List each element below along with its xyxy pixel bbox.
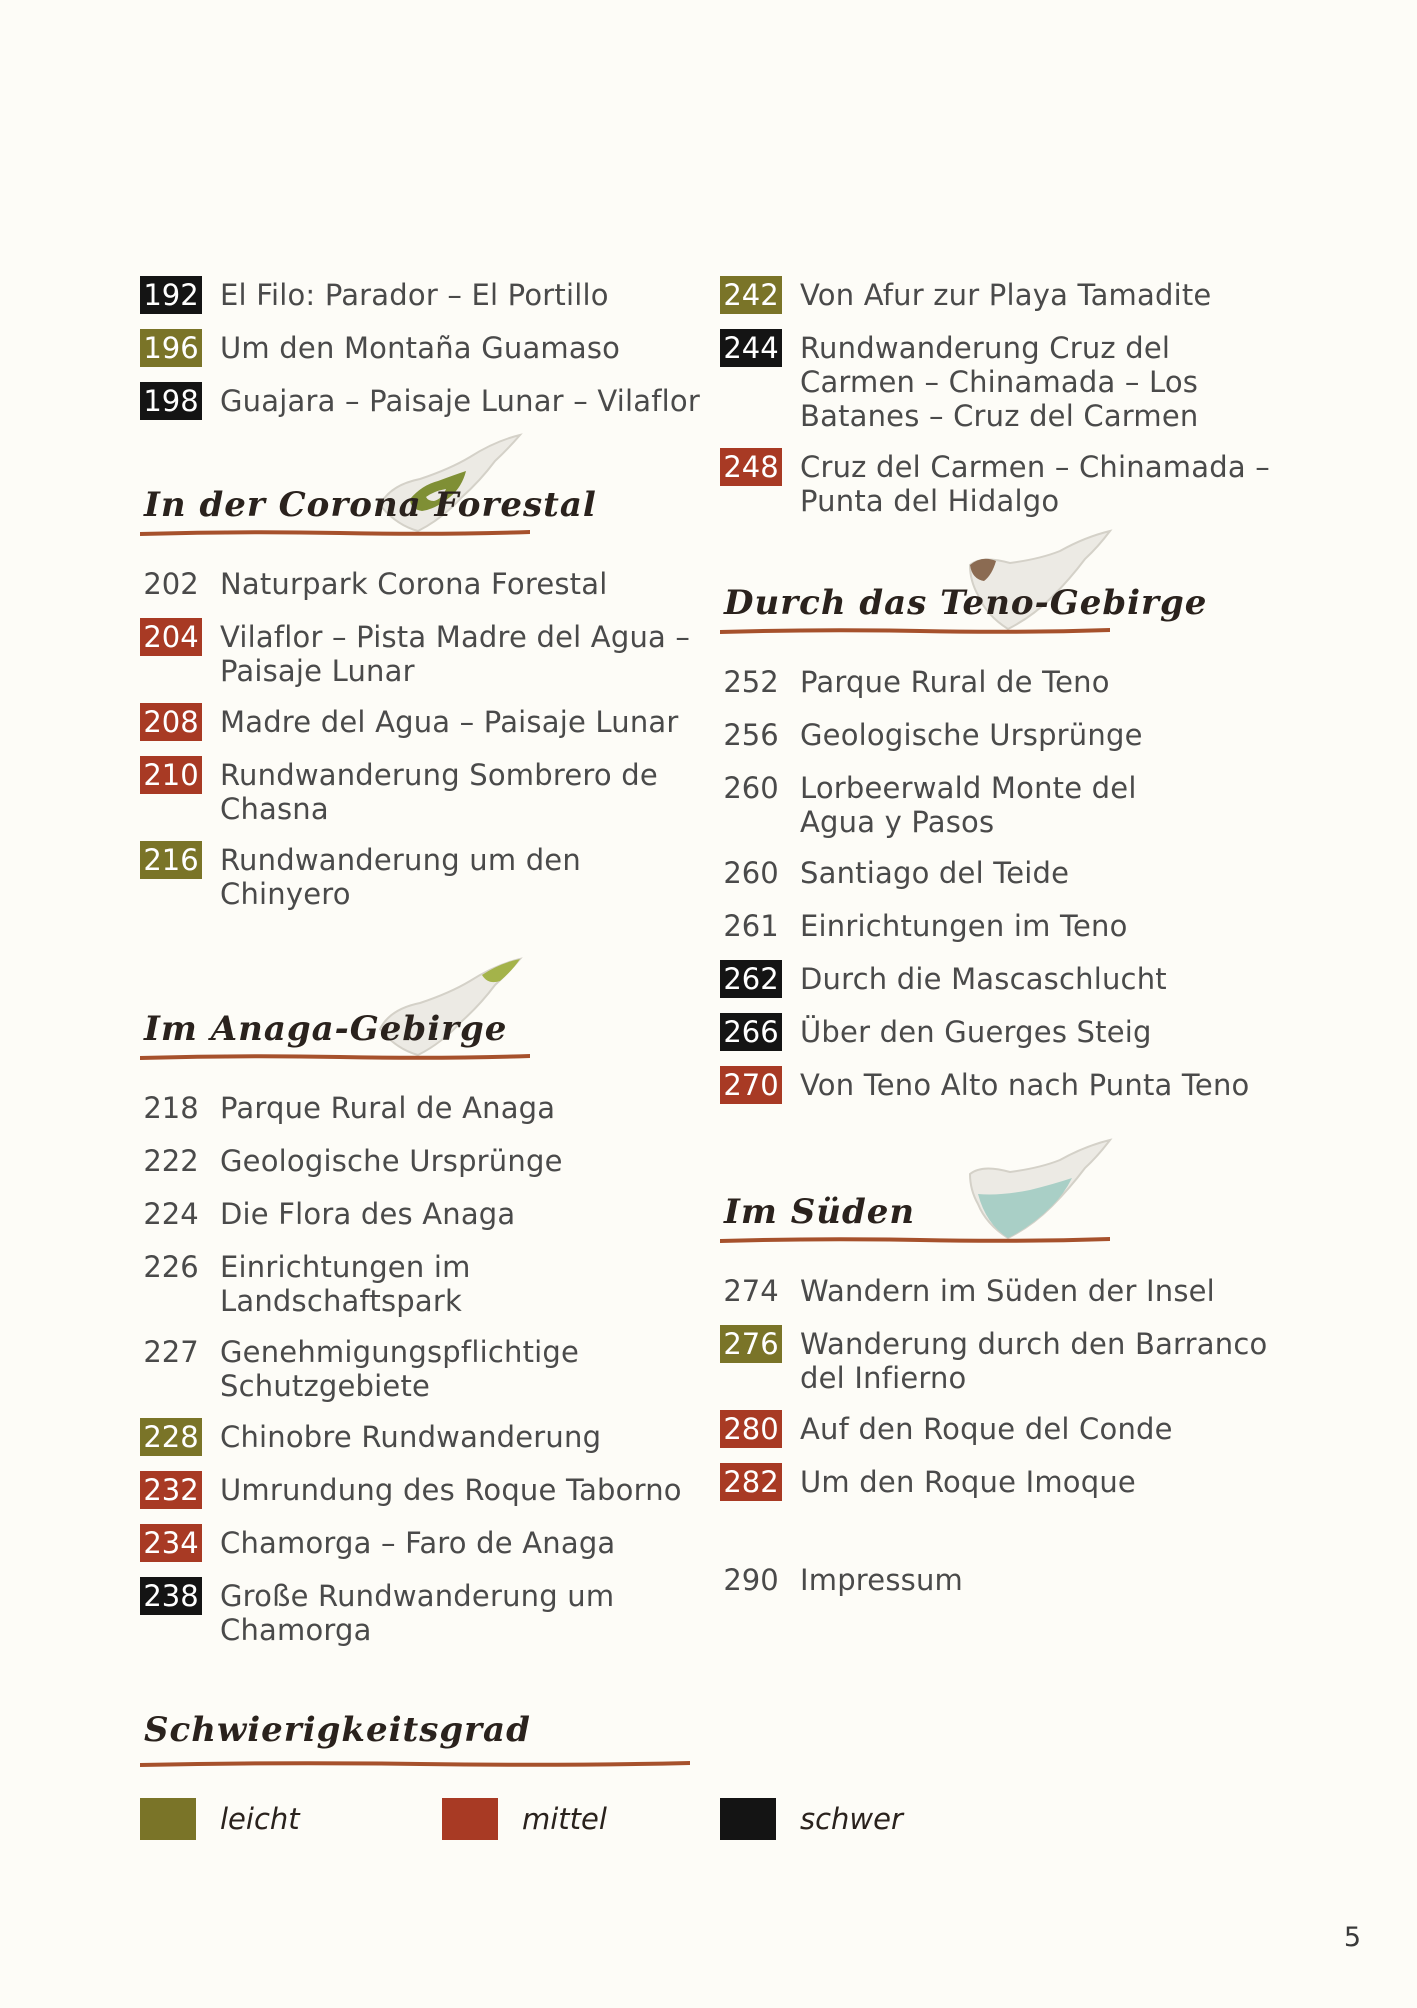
legend-item-leicht: [140, 1798, 300, 1840]
toc-entry[interactable]: [140, 331, 700, 367]
section-heading-anaga: [140, 961, 700, 1071]
page-number-badge: 218: [143, 1091, 199, 1125]
toc-entry[interactable]: [140, 567, 700, 603]
toc-entry[interactable]: [720, 1563, 1280, 1599]
toc-entry[interactable]: [720, 856, 1280, 892]
entry-title: Von Teno Alto nach Punta Teno: [800, 1068, 1250, 1102]
toc-block-left-top: [140, 278, 700, 420]
difficulty-legend: [140, 1700, 1140, 1840]
page-number-badge: 274: [723, 1274, 779, 1308]
legend-swatch: [442, 1798, 498, 1840]
entry-title: Parque Rural de Teno: [800, 665, 1110, 699]
toc-entry[interactable]: [140, 1526, 700, 1562]
entry-title: Die Flora des Anaga: [220, 1197, 516, 1231]
page-number-badge: 262: [720, 960, 782, 998]
page-number-badge: 198: [140, 382, 202, 420]
toc-left-column: [140, 278, 700, 1664]
toc-entry[interactable]: [140, 1197, 700, 1233]
legend-item-mittel: [442, 1798, 607, 1840]
entry-title: Rundwanderung um den Chinyero: [220, 843, 581, 911]
toc-block-anaga: [140, 1091, 700, 1647]
heading-underline: [140, 1053, 530, 1061]
entry-title: Um den Roque Imoque: [800, 1465, 1136, 1499]
section-heading-corona: [140, 437, 700, 547]
page-number-badge: 244: [720, 329, 782, 367]
page-number-badge: 224: [143, 1197, 199, 1231]
page-number-badge: 261: [723, 909, 779, 943]
legend-label: mittel: [522, 1802, 607, 1836]
toc-block-impressum: [720, 1563, 1280, 1599]
toc-entry[interactable]: [720, 331, 1280, 433]
page-number: 5: [1343, 1922, 1361, 1953]
toc-entry[interactable]: [140, 705, 700, 741]
page-number-badge: 260: [723, 856, 779, 890]
toc-right-column: [720, 278, 1280, 1616]
tenerife-map-icon: [960, 1134, 1120, 1244]
entry-title: Rundwanderung Sombrero de Chasna: [220, 758, 658, 826]
entry-title: Genehmigungspflichtige Schutzgebiete: [220, 1335, 580, 1403]
entry-title: Lorbeerwald Monte del Agua y Pasos: [800, 771, 1137, 839]
section-heading-text: In der Corona Forestal: [144, 485, 597, 525]
page-number-badge: 238: [140, 1577, 202, 1615]
toc-entry[interactable]: [720, 450, 1280, 518]
entry-title: Cruz del Carmen – Chinamada – Punta del Hidalgo: [800, 450, 1270, 518]
toc-entry[interactable]: [140, 1335, 700, 1403]
entry-title: Über den Guerges Steig: [800, 1015, 1152, 1049]
entry-title: Einrichtungen im Landschaftspark: [220, 1250, 471, 1318]
entry-title: El Filo: Parador – El Portillo: [220, 278, 609, 312]
entry-title: Geologische Ursprünge: [800, 718, 1143, 752]
toc-entry[interactable]: [140, 384, 700, 420]
entry-title: Wandern im Süden der Insel: [800, 1274, 1215, 1308]
legend-label: schwer: [800, 1802, 903, 1836]
page-number-badge: 232: [140, 1471, 202, 1509]
page-number-badge: 280: [720, 1410, 782, 1448]
toc-entry[interactable]: [720, 962, 1280, 998]
entry-title: Naturpark Corona Forestal: [220, 567, 608, 601]
toc-entry[interactable]: [720, 1068, 1280, 1104]
entry-title: Madre del Agua – Paisaje Lunar: [220, 705, 679, 739]
entry-title: Um den Montaña Guamaso: [220, 331, 621, 365]
section-heading-text: Durch das Teno-Gebirge: [724, 583, 1208, 623]
toc-entry[interactable]: [720, 771, 1280, 839]
entry-title: Vilaflor – Pista Madre del Agua – Paisaje Lunar: [220, 620, 691, 688]
toc-entry[interactable]: [720, 909, 1280, 945]
page-number-badge: 226: [143, 1250, 199, 1284]
page-number-badge: 276: [720, 1325, 782, 1363]
heading-underline: [140, 1760, 690, 1768]
toc-entry[interactable]: [140, 1420, 700, 1456]
entry-title: Rundwanderung Cruz del Carmen – Chinamada – Los Batanes – Cruz del Carmen: [800, 331, 1199, 433]
page-number-badge: 266: [720, 1013, 782, 1051]
toc-entry[interactable]: [140, 843, 700, 911]
toc-entry[interactable]: [720, 1465, 1280, 1501]
page-number-badge: 204: [140, 618, 202, 656]
entry-title: Durch die Mascaschlucht: [800, 962, 1167, 996]
toc-block-sueden: [720, 1274, 1280, 1501]
page-number-badge: 210: [140, 756, 202, 794]
toc-entry[interactable]: [140, 1473, 700, 1509]
toc-entry[interactable]: [140, 1144, 700, 1180]
entry-title: Chamorga – Faro de Anaga: [220, 1526, 616, 1560]
entry-title: Einrichtungen im Teno: [800, 909, 1128, 943]
entry-title: Wanderung durch den Barranco del Infierno: [800, 1327, 1268, 1395]
entry-title: Impressum: [800, 1563, 963, 1597]
toc-block-right-top: [720, 278, 1280, 518]
page-number-badge: 260: [723, 771, 779, 805]
toc-block-teno: [720, 665, 1280, 1104]
toc-entry[interactable]: [720, 1015, 1280, 1051]
toc-entry[interactable]: [140, 620, 700, 688]
entry-title: Santiago del Teide: [800, 856, 1070, 890]
page-number-badge: 270: [720, 1066, 782, 1104]
page-number-badge: 252: [723, 665, 779, 699]
page-number-badge: 208: [140, 703, 202, 741]
toc-block-corona: [140, 567, 700, 911]
page-number-badge: 248: [720, 448, 782, 486]
entry-title: Chinobre Rundwanderung: [220, 1420, 602, 1454]
toc-entry[interactable]: [720, 278, 1280, 314]
entry-title: Guajara – Paisaje Lunar – Vilaflor: [220, 384, 700, 418]
entry-title: Umrundung des Roque Taborno: [220, 1473, 682, 1507]
section-heading-text: Im Anaga-Gebirge: [144, 1009, 508, 1049]
section-heading-teno: [720, 535, 1280, 645]
legend-heading: Schwierigkeitsgrad: [144, 1710, 531, 1750]
entry-title: Große Rundwanderung um Chamorga: [220, 1579, 615, 1647]
page-number-badge: 192: [140, 276, 202, 314]
toc-entry[interactable]: [140, 1250, 700, 1318]
page-number-badge: 227: [143, 1335, 199, 1369]
page-number-badge: 256: [723, 718, 779, 752]
heading-underline: [720, 1236, 1110, 1244]
toc-entry[interactable]: [140, 1091, 700, 1127]
entry-title: Parque Rural de Anaga: [220, 1091, 556, 1125]
page-number-badge: 228: [140, 1418, 202, 1456]
toc-entry[interactable]: [140, 1579, 700, 1647]
heading-underline: [140, 529, 530, 537]
section-heading-text: Im Süden: [724, 1192, 916, 1232]
toc-entry[interactable]: [140, 758, 700, 826]
toc-entry[interactable]: [720, 665, 1280, 701]
page-number-badge: 216: [140, 841, 202, 879]
page-number-badge: 234: [140, 1524, 202, 1562]
toc-entry[interactable]: [720, 1327, 1280, 1395]
legend-label: leicht: [220, 1802, 300, 1836]
entry-title: Auf den Roque del Conde: [800, 1412, 1173, 1446]
page-number-badge: 222: [143, 1144, 199, 1178]
entry-title: Von Afur zur Playa Tamadite: [800, 278, 1212, 312]
toc-entry[interactable]: [720, 718, 1280, 754]
page-number-badge: 196: [140, 329, 202, 367]
heading-underline: [720, 627, 1110, 635]
section-heading-sueden: [720, 1144, 1280, 1254]
toc-entry[interactable]: [140, 278, 700, 314]
toc-entry[interactable]: [720, 1274, 1280, 1310]
page-number-badge: 242: [720, 276, 782, 314]
page-number-badge: 290: [723, 1563, 779, 1597]
toc-entry[interactable]: [720, 1412, 1280, 1448]
page-number-badge: 202: [143, 567, 199, 601]
page-number-badge: 282: [720, 1463, 782, 1501]
legend-item-schwer: [720, 1798, 903, 1840]
entry-title: Geologische Ursprünge: [220, 1144, 563, 1178]
legend-swatch: [720, 1798, 776, 1840]
legend-swatch: [140, 1798, 196, 1840]
